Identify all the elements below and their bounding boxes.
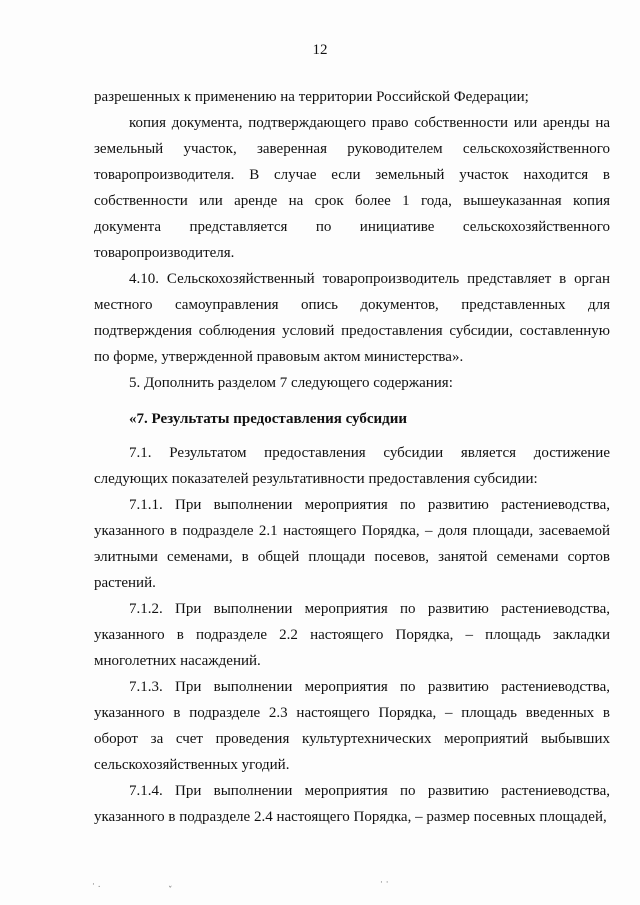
scan-speck: · ·	[380, 878, 389, 888]
scan-speck: · .	[92, 880, 101, 890]
paragraph-land-document: копия документа, подтверждающего право собственности или аренды на земельный участок, заверенная руководителем сельскохозяйственного товаропроизводителя. В случае если земельный участок находится в собственности или аренде на срок более 1 года, вышеуказанная копия документа представляется по инициативе сельскохозяйственного товаропроизводителя.	[94, 115, 610, 261]
paragraph-7-1: 7.1. Результатом предоставления субсидии является достижение следующих показателей результативности предоставления субсидии:	[94, 445, 610, 487]
paragraph-5: 5. Дополнить разделом 7 следующего содержания:	[129, 375, 453, 391]
paragraph-7-1-4: 7.1.4. При выполнении мероприятия по развитию растениеводства, указанного в подразделе 2.4 настоящего Порядка, – размер посевных площадей,	[94, 783, 610, 825]
paragraph-7-1-2: 7.1.2. При выполнении мероприятия по развитию растениеводства, указанного в подразделе 2.2 настоящего Порядка, – площадь закладки многолетних насаждений.	[94, 601, 610, 669]
paragraph-7-1-1: 7.1.1. При выполнении мероприятия по развитию растениеводства, указанного в подразделе 2.1 настоящего Порядка, – доля площади, засеваемой элитными семенами, в общей площади посевов, занятой семенами сортов растений.	[94, 497, 610, 591]
paragraph-7-1-3: 7.1.3. При выполнении мероприятия по развитию растениеводства, указанного в подразделе 2.3 настоящего Порядка, – площадь введенных в оборот за счет проведения культуртехнических мероприятий выбывших сельскохозяйственных угодий.	[94, 679, 610, 773]
paragraph-continuation: разрешенных к применению на территории Российской Федерации;	[94, 89, 529, 105]
scan-speck: ˇ	[168, 886, 173, 896]
paragraph-4-10: 4.10. Сельскохозяйственный товаропроизводитель представляет в орган местного самоуправления опись документов, представленных для подтверждения соблюдения условий предоставления субсидии, составленную по форме, утвержденной правовым актом министерства».	[94, 271, 610, 365]
section-7-heading: «7. Результаты предоставления субсидии	[129, 411, 408, 427]
page-number: 12	[312, 42, 328, 58]
document-body	[94, 84, 610, 830]
